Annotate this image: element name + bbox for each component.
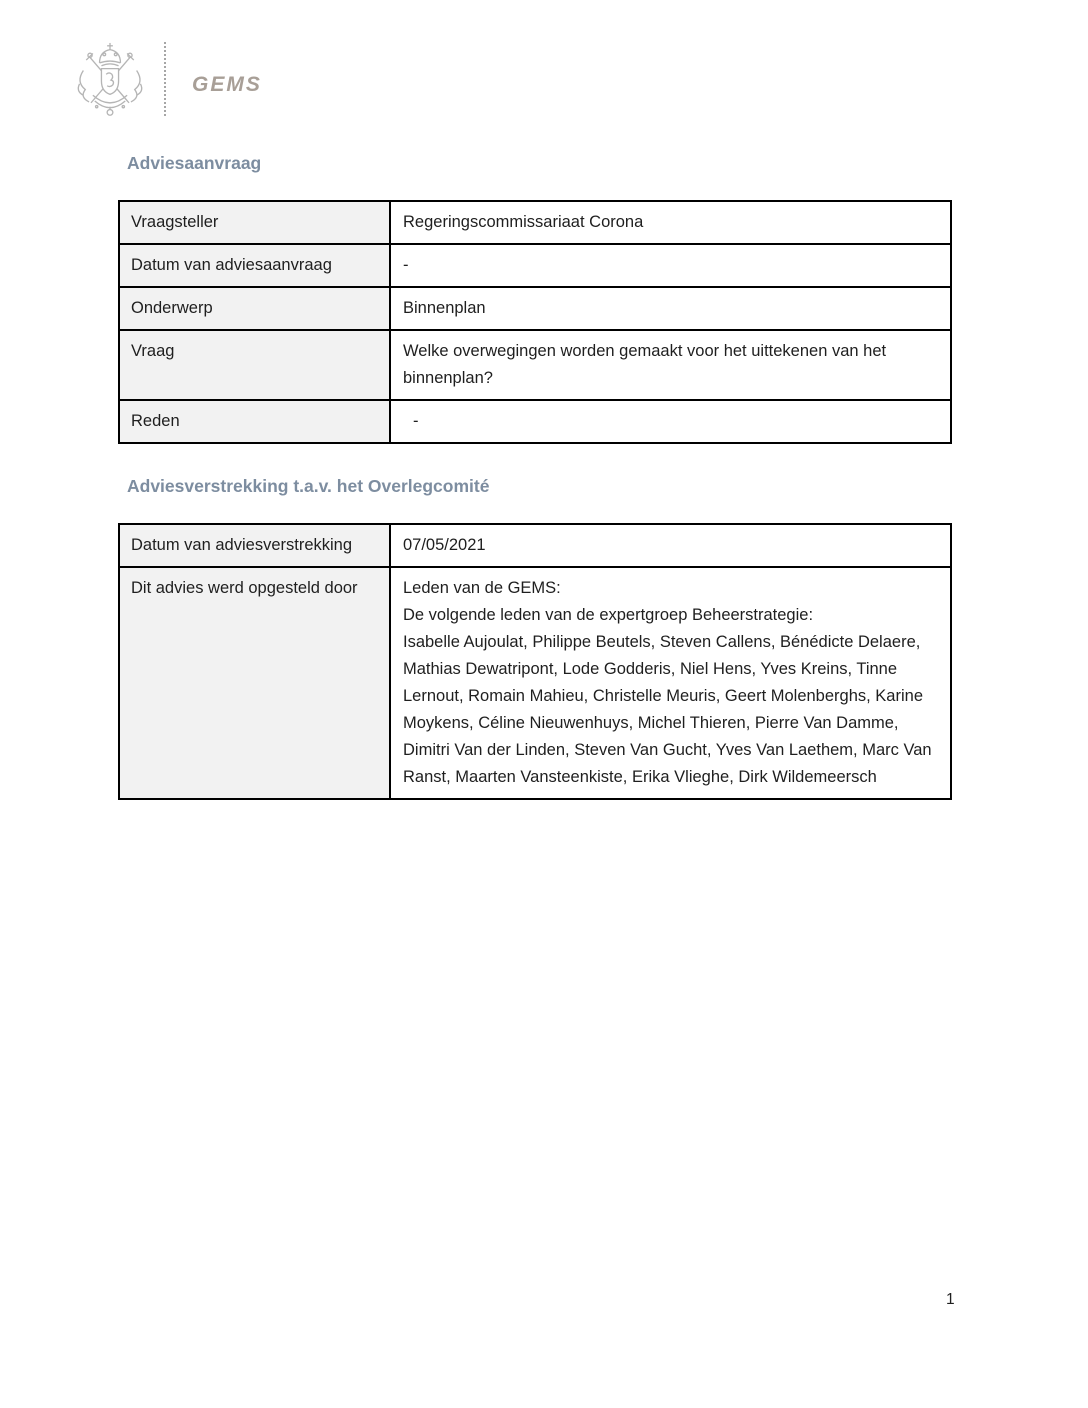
section-heading-adviesaanvraag: Adviesaanvraag — [127, 153, 262, 173]
members-intro-line: Leden van de GEMS: — [403, 579, 561, 597]
table-row-opgesteld-door — [119, 567, 951, 799]
section-heading-adviesverstrekking: Adviesverstrekking t.a.v. het Overlegcomité — [127, 476, 490, 496]
page-number: 1 — [946, 1291, 955, 1308]
row-value: - — [390, 244, 951, 287]
table-row-vraag — [119, 330, 951, 400]
row-label: Reden — [119, 400, 390, 443]
row-value: Binnenplan — [390, 287, 951, 330]
table-row-datum-adviesverstrekking — [119, 524, 951, 567]
row-label: Datum van adviesaanvraag — [119, 244, 390, 287]
row-label: Vraag — [119, 330, 390, 400]
row-value-members — [390, 567, 951, 799]
row-value: Regeringscommissariaat Corona — [390, 201, 951, 244]
brand-gems-label: GEMS — [192, 73, 262, 96]
table-row-onderwerp — [119, 287, 951, 330]
row-value: 07/05/2021 — [390, 524, 951, 567]
table-row-reden — [119, 400, 951, 443]
coat-of-arms-graphic — [70, 42, 150, 120]
row-label: Datum van adviesverstrekking — [119, 524, 390, 567]
row-value: Welke overwegingen worden gemaakt voor het uittekenen van het binnenplan? — [390, 330, 951, 400]
header-dotted-divider — [164, 42, 166, 116]
table-row-vraagsteller — [119, 201, 951, 244]
row-value: - — [390, 400, 951, 443]
belgian-coat-of-arms-icon — [70, 42, 150, 120]
row-label: Vraagsteller — [119, 201, 390, 244]
adviesverstrekking-table — [118, 523, 952, 800]
row-label: Dit advies werd opgesteld door — [119, 567, 390, 799]
document-header — [70, 42, 262, 120]
adviesaanvraag-table — [118, 200, 952, 444]
row-label: Onderwerp — [119, 287, 390, 330]
members-subintro-line: De volgende leden van de expertgroep Beheerstrategie: — [403, 606, 814, 624]
members-names-paragraph: Isabelle Aujoulat, Philippe Beutels, Steven Callens, Bénédicte Delaere, Mathias Dewatripont, Lode Godderis, Niel Hens, Yves Kreins, Tinne Lernout, Romain Mahieu, Christelle Meuris, Geert Molenberghs, Karine Moykens, Céline Nieuwenhuys, Michel Thieren, Pierre Van Damme, Dimitri Van der Linden, Steven Van Gucht, Yves Van Laethem, Marc Van Ranst, Maarten Vansteenkiste, Erika Vlieghe, Dirk Wildemeersch — [403, 633, 932, 786]
table-row-datum-adviesaanvraag — [119, 244, 951, 287]
